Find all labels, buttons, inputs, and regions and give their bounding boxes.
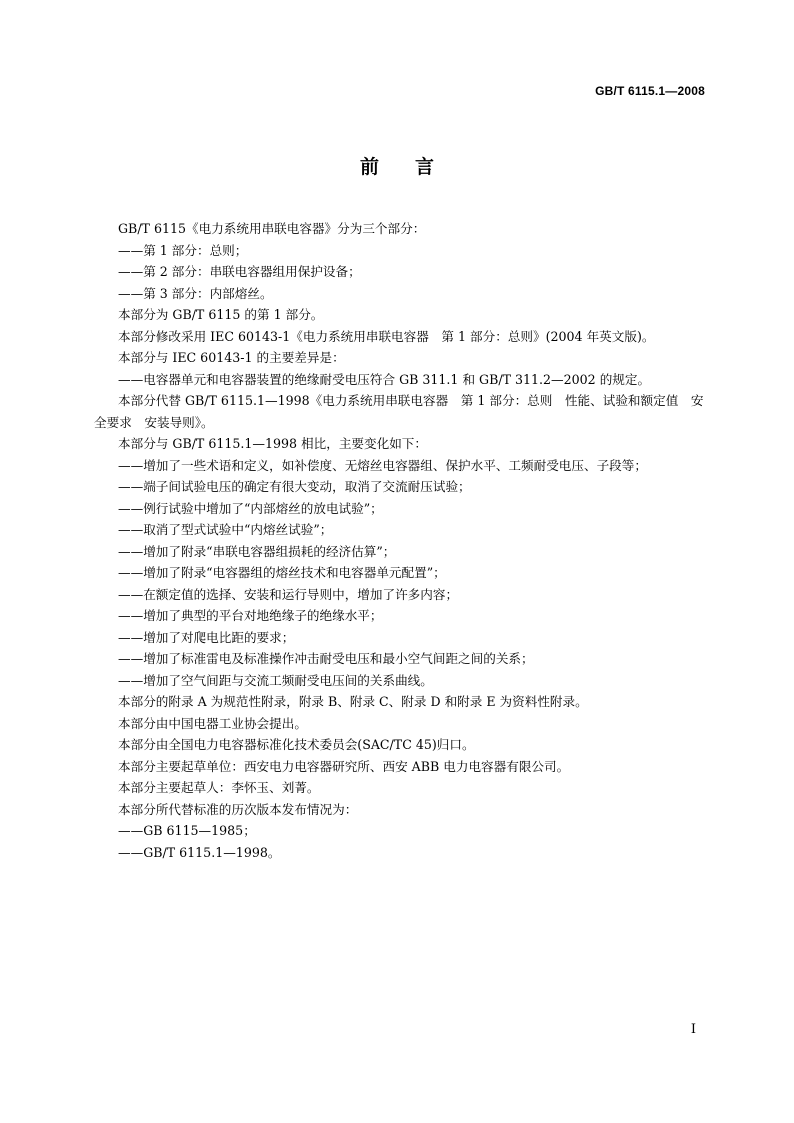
paragraph: 本部分主要起草单位：西安电力电容器研究所、西安 ABB 电力电容器有限公司。 xyxy=(118,758,570,774)
paragraph: 本部分主要起草人：李怀玉、刘菁。 xyxy=(118,780,320,795)
paragraph: ——增加了标准雷电及标准操作冲击耐受电压和最小空气间距之间的关系； xyxy=(118,651,534,666)
paragraph: 本部分修改采用 IEC 60143-1《电力系统用串联电容器 第 1 部分：总则》(2004 年英文版)。 xyxy=(118,328,655,344)
paragraph: ——取消了型式试验中“内熔丝试验”； xyxy=(118,522,333,537)
page-title: 前言 xyxy=(359,156,470,178)
paragraph: ——增加了对爬电比距的要求； xyxy=(118,629,295,645)
page-number: I xyxy=(690,1022,696,1037)
paragraph: 本部分为 GB/T 6115 的第 1 部分。 xyxy=(118,307,324,322)
paragraph: 本部分由中国电器工业协会提出。 xyxy=(118,715,307,731)
standard-code: GB/T 6115.1—2008 xyxy=(595,84,705,98)
paragraph: ——GB/T 6115.1—1998。 xyxy=(118,844,281,860)
paragraph: ——第 3 部分：内部熔丝。 xyxy=(118,285,273,301)
paragraph: ——端子间试验电压的确定有很大变动，取消了交流耐压试验； xyxy=(118,479,471,494)
paragraph: 本部分代替 GB/T 6115.1—1998《电力系统用串联电容器 第 1 部分：总则 性能、试验和额定值 安全要求 安装导则》。 xyxy=(94,393,704,430)
paragraph: 本部分与 IEC 60143-1 的主要差异是： xyxy=(118,350,345,365)
paragraph: ——GB 6115—1985； xyxy=(118,823,256,838)
paragraph: 本部分与 GB/T 6115.1—1998 相比，主要变化如下： xyxy=(118,436,427,451)
paragraph: ——增加了附录“串联电容器组损耗的经济估算”； xyxy=(118,543,396,559)
paragraph: ——在额定值的选择、安装和运行导则中，增加了许多内容； xyxy=(118,586,459,602)
paragraph: ——例行试验中增加了“内部熔丝的放电试验”； xyxy=(118,500,383,516)
foreword-body xyxy=(94,218,706,863)
paragraph: ——第 2 部分：串联电容器组用保护设备； xyxy=(118,264,361,279)
paragraph: 本部分由全国电力电容器标准化技术委员会(SAC/TC 45)归口。 xyxy=(118,737,475,752)
paragraph: ——增加了典型的平台对地绝缘子的绝缘水平； xyxy=(118,608,383,623)
paragraph: GB/T 6115《电力系统用串联电容器》分为三个部分： xyxy=(118,221,426,236)
paragraph: 本部分所代替标准的历次版本发布情况为： xyxy=(118,801,358,817)
paragraph: 本部分的附录 A 为规范性附录，附录 B、附录 C、附录 D 和附录 E 为资料性附录。 xyxy=(118,694,588,709)
paragraph: ——第 1 部分：总则； xyxy=(118,242,248,258)
paragraph: ——增加了一些术语和定义，如补偿度、无熔丝电容器组、保护水平、工频耐受电压、子段等； xyxy=(118,457,647,473)
paragraph: ——增加了附录“电容器组的熔丝技术和电容器单元配置”； xyxy=(118,565,446,580)
paragraph: ——增加了空气间距与交流工频耐受电压间的关系曲线。 xyxy=(118,672,433,688)
paragraph: ——电容器单元和电容器装置的绝缘耐受电压符合 GB 311.1 和 GB/T 311.2—2002 的规定。 xyxy=(118,371,651,387)
